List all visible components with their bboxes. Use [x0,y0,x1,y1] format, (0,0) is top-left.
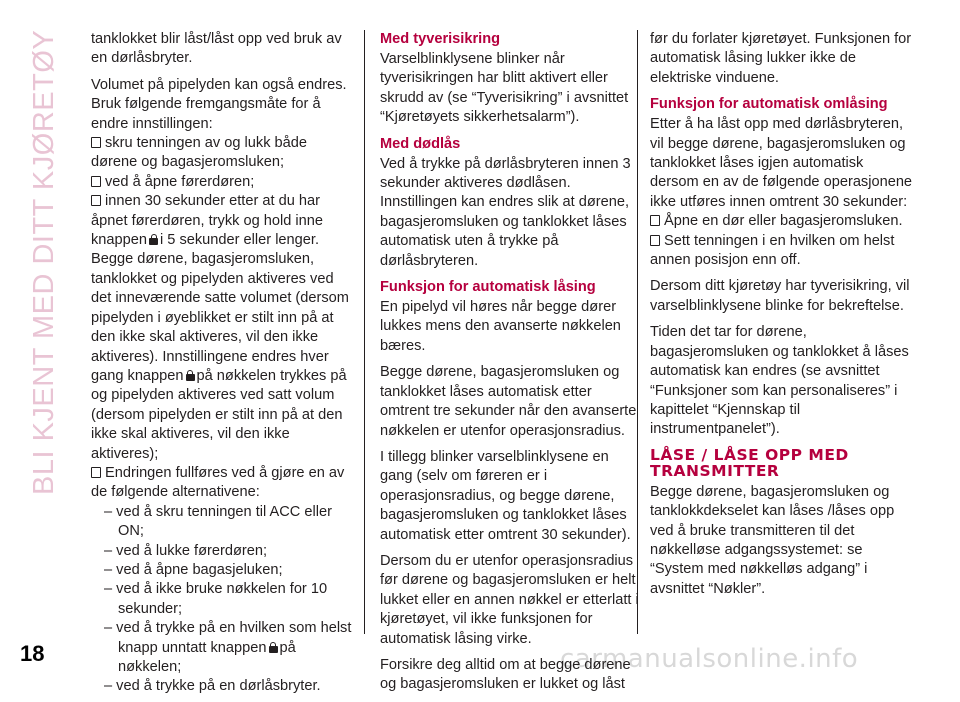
text-column-2 [380,30,642,702]
paragraph: Volumet på pipelyden kan også endres. Bruk følgende fremgangsmåte for å endre innstillingen: [91,76,347,132]
bullet-text: i 5 sekunder eller lenger. Begge dørene, bagasjeromsluken, tanklokket og pipelyden aktiveres ved det inneværende satte volumet (dersom pipelyden i øyeblikket er stilt inn på at den ikke skal aktiveres, vil den ikke aktiveres). Innstillingene endres hver gang knappen [91,232,349,384]
bullet-text: på nøkkelen trykkes på og pipelyden aktiveres ved satt volum (dersom pipelyden er stilt inn på at den ikke skal aktiveres, vil den ikke aktiveres); [91,367,347,462]
chapter-side-title: BLI KJENT MED DITT KJØRETØY [28,30,60,496]
bullet-item: Åpne en dør eller bagasjeromsluken. [650,212,915,231]
dash-text: – ved å trykke på en hvilken som helst knapp unntatt knappen [104,620,352,656]
paragraph: Tiden det tar for dørene, bagasjeromsluken og tanklokket å låses automatisk kan endres (se avsnittet “Funksjoner som kan personaliseres” i kapittelet “Kjennskap til instrumentpanelet”). [650,324,909,438]
dash-text: på nøkkelen; [118,639,296,675]
paragraph: Dersom du er utenfor operasjonsradius før dørene og bagasjeromsluken er helt lukket eller en annen nøkkel er etterlatt i kjøretøyet, vil ikke funksjonen for automatisk låsing virke. [380,552,639,647]
paragraph: Dersom ditt kjøretøy har tyverisikring, vil varselblinklysene blinke for bekreftelse. [650,278,910,314]
paragraph: Begge dørene, bagasjeromsluken og tanklokket låses automatisk etter omtrent tre sekunder når den avanserte nøkkelen er utenfor operasjonsradius. [380,364,637,439]
paragraph: I tillegg blinker varselblinklysene en gang (selv om føreren er i operasjonsradius, og begge dørene, bagasjeromsluken og tanklokket låses automatisk etter omtrent 30 sekunder). [380,448,631,543]
bullet-item: ved å åpne førerdøren; [91,173,353,192]
paragraph: Begge dørene, bagasjeromsluken og tanklokkdekselet kan låses /låses opp ved å bruke transmitteren til det nøkkelløse adgangssystemet: se “System med nøkkelløs adgang” i avsnittet “Nøkler”. [650,483,895,597]
dash-item: – ved å skru tenningen til ACC eller ON; [104,503,332,540]
page-number: 18 [20,641,45,666]
bullet-item: Endringen fullføres ved å gjøre en av de følgende alternativene: [91,464,353,503]
lock-icon [269,642,278,653]
lock-icon [149,234,158,245]
paragraph: tanklokket blir låst/låst opp ved bruk av en dørlåsbryter. [91,31,342,67]
paragraph: En pipelyd vil høres når begge dører lukkes mens den avanserte nøkkelen bæres. [380,299,621,354]
lock-icon [186,370,195,381]
section-heading: Med dødlås [380,135,461,152]
section-heading: Med tyverisikring [380,31,501,47]
bullet-text: innen 30 sekunder etter at du har åpnet førerdøren, trykk og hold inne knappen [91,193,323,249]
paragraph: Etter å ha låst opp med dørlåsbryteren, vil begge dørene, bagasjeromsluken og tanklokket låses igjen automatisk dersom en av de følgende operasjonene ikke utføres innen omtrent 30 sekunder: [650,116,913,210]
bullet-item: Sett tenningen i en hvilken om helst annen posisjon enn off. [650,232,915,271]
paragraph: Varselblinklysene blinker når tyverisikringen har blitt aktivert eller skrudd av (se “Tyverisikring” i avsnittet “Kjøretøyets sikkerhetsalarm”). [380,51,629,126]
paragraph: Forsikre deg alltid om at begge dørene og bagasjeromsluken er lukket og låst [380,656,631,693]
text-column-3 [650,30,915,606]
section-heading: Funksjon for automatisk omlåsing [650,96,888,113]
dash-item: – ved å ikke bruke nøkkelen for 10 sekunder; [104,581,328,617]
paragraph: før du forlater kjøretøyet. Funksjonen for automatisk låsing lukker ikke de elektriske vinduene. [650,31,912,86]
dash-item: – ved å åpne bagasjeluken; [104,561,283,578]
text-column-1 [91,30,353,697]
dash-item [104,619,353,677]
dash-item: – ved å lukke førerdøren; [104,542,268,559]
column-divider [364,30,365,634]
watermark: carmanualsonline.info [560,644,859,674]
major-heading: LÅSE / LÅSE OPP MED TRANSMITTER [650,445,849,480]
section-heading: Funksjon for automatisk låsing [380,279,596,296]
bullet-item: skru tenningen av og lukk både dørene og bagasjeromsluken; [91,134,353,173]
bullet-item [91,192,353,464]
dash-item: – ved å trykke på en dørlåsbryter. [104,678,321,695]
paragraph: Ved å trykke på dørlåsbryteren innen 3 sekunder aktiveres dødlåsen. Innstillingen kan endres slik at dørene, bagasjeromsluken og tanklokket låses automatisk uten å trykke på dørlåsbryteren. [380,155,631,269]
